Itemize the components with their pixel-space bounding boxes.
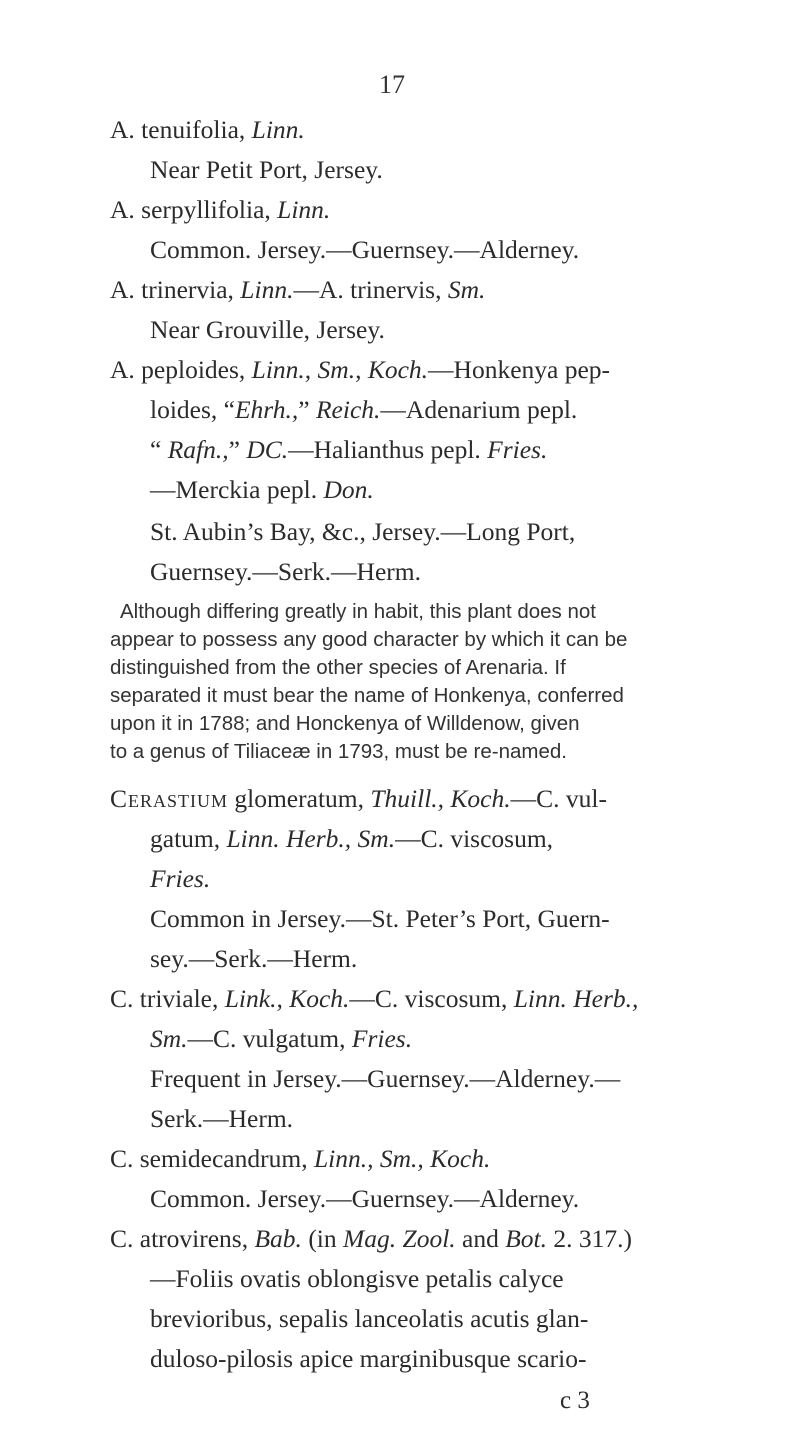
note-text: to a genus of Tiliaceæ in 1793, must be re-named. [110, 740, 567, 763]
entry-arenaria-tenuifolia: A. tenuifolia, Linn. [110, 115, 305, 144]
locality-text: Common. Jersey.—Guernsey.—Alderney. [150, 1184, 580, 1213]
note-text: upon it in 1788; and Honckenya of Willdenow, given [110, 712, 580, 735]
signature-mark: c 3 [560, 1387, 590, 1414]
entry-cerastium-semidecandrum: C. semidecandrum, Linn., Sm., Koch. [110, 1144, 491, 1173]
locality-text: Frequent in Jersey.—Guernsey.—Alderney.— [150, 1064, 621, 1093]
synonym-text: Sm.—C. vulgatum, Fries. [150, 1024, 413, 1053]
synonym-text: Fries. [150, 864, 211, 893]
description-text: duloso-pilosis apice marginibusque scario- [150, 1344, 587, 1373]
synonym-text: —Merckia pepl. Don. [150, 475, 374, 504]
note-text: separated it must bear the name of Honkenya, conferred [110, 684, 624, 707]
locality-text: Common. Jersey.—Guernsey.—Alderney. [150, 235, 580, 264]
entry-cerastium-glomeratum: Cerastium glomeratum, Thuill., Koch.—C. vul- [110, 784, 607, 813]
entry-arenaria-trinervia: A. trinervia, Linn.—A. trinervis, Sm. [110, 275, 486, 304]
synonym-text: gatum, Linn. Herb., Sm.—C. viscosum, [150, 824, 554, 853]
entry-arenaria-serpyllifolia: A. serpyllifolia, Linn. [110, 195, 331, 224]
entry-cerastium-triviale: C. triviale, Link., Koch.—C. viscosum, Linn. Herb., [110, 984, 639, 1013]
synonym-text: loides, “Ehrh.,” Reich.—Adenarium pepl. [150, 395, 578, 424]
synonym-text: “ Rafn.,” DC.—Halianthus pepl. Fries. [150, 435, 548, 464]
note-text: distinguished from the other species of Arenaria. If [110, 656, 566, 679]
locality-text: St. Aubin’s Bay, &c., Jersey.—Long Port, [150, 517, 576, 546]
note-text: appear to possess any good character by which it can be [110, 628, 628, 651]
description-text: —Foliis ovatis oblongisve petalis calyce [150, 1264, 564, 1293]
locality-text: sey.—Serk.—Herm. [150, 944, 358, 973]
entry-arenaria-peploides: A. peploides, Linn., Sm., Koch.—Honkenya pep- [110, 355, 611, 384]
locality-text: Guernsey.—Serk.—Herm. [150, 557, 421, 586]
note-text: Although differing greatly in habit, this plant does not [120, 600, 596, 623]
page-number: 17 [379, 70, 405, 99]
description-text: brevioribus, sepalis lanceolatis acutis glan- [150, 1304, 589, 1333]
entry-cerastium-atrovirens: C. atrovirens, Bab. (in Mag. Zool. and Bot. 2. 317.) [110, 1224, 633, 1253]
locality-text: Common in Jersey.—St. Peter’s Port, Guern- [150, 904, 610, 933]
locality-text: Near Petit Port, Jersey. [150, 155, 383, 184]
locality-text: Near Grouville, Jersey. [150, 315, 385, 344]
locality-text: Serk.—Herm. [150, 1104, 294, 1133]
